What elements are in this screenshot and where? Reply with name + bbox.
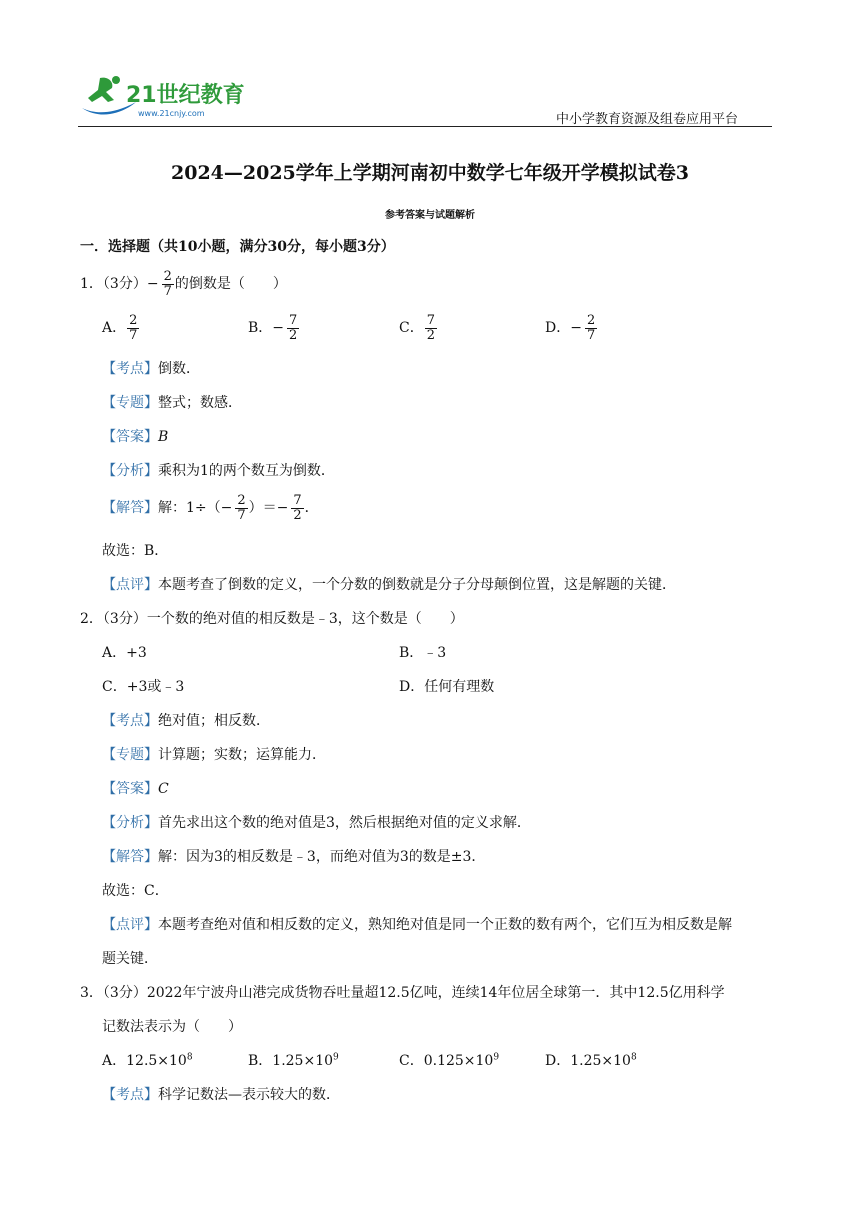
q2-option-d: D．任何有理数 xyxy=(399,679,495,695)
q2-option-c: C．+3或﹣3 xyxy=(102,679,185,695)
question-1-stem: 1．（3分）− $\frac{2}{7}$ 的倒数是（ ） xyxy=(80,269,287,299)
q3-option-c: C．$0.125\times 10^9$ xyxy=(399,1052,500,1069)
q1-option-b: B．− $\frac{7}{2}$ xyxy=(248,313,298,343)
logo-url: www.21cnjy.com xyxy=(138,109,205,118)
q1-zhuanti: 【专题】整式；数感． xyxy=(102,395,242,411)
q2-option-b: B．﹣3 xyxy=(399,645,447,661)
q1-option-c: C． $\frac{7}{2}$ xyxy=(399,313,435,343)
q2-choice: 故选：C． xyxy=(102,883,169,899)
q1-fraction: $\frac{2}{7}$ xyxy=(163,269,172,299)
q1-analysis: 【分析】乘积为1的两个数互为倒数． xyxy=(102,463,335,479)
q1-choice: 故选：B． xyxy=(102,543,169,559)
section-heading: 一．选择题（共10小题，满分30分，每小题3分） xyxy=(80,239,395,255)
q1-option-a: A． $\frac{2}{7}$ xyxy=(102,313,138,343)
q2-answer: 【答案】C xyxy=(102,781,169,797)
q1-comment: 【点评】本题考查了倒数的定义，一个分数的倒数就是分子分母颠倒位置，这是解题的关键． xyxy=(102,577,676,593)
q1-solution: 【解答】解：1÷（− $\frac{2}{7}$ ）＝− $\frac{7}{2}$ ． xyxy=(102,493,319,523)
q2-option-a: A．+3 xyxy=(102,645,147,661)
q1-number: 1．（3分） xyxy=(80,276,147,293)
q1-option-d: D．− $\frac{2}{7}$ xyxy=(545,313,596,343)
logo-text: 21世纪教育 xyxy=(126,83,245,108)
site-logo xyxy=(78,72,248,124)
q2-kaodian: 【考点】绝对值；相反数． xyxy=(102,713,270,729)
platform-label: 中小学教育资源及组卷应用平台 xyxy=(555,112,738,127)
question-3-stem-1: 3．（3分）2022年宁波舟山港完成货物吞吐量超12.5亿吨，连续14年位居全球第一．其中12.5亿用科学 xyxy=(80,985,725,1001)
page-subtitle: 参考答案与试题解析 xyxy=(385,210,475,221)
q2-solution: 【解答】解：因为3的相反数是﹣3，而绝对值为3的数是±3． xyxy=(102,849,486,865)
q3-option-d: D．$1.25\times 10^8$ xyxy=(545,1052,637,1069)
q3-kaodian: 【考点】科学记数法—表示较大的数． xyxy=(102,1087,340,1103)
q3-option-b: B．$1.25\times 10^9$ xyxy=(248,1052,339,1069)
q2-comment-cont: 题关键． xyxy=(102,951,158,967)
question-3-stem-2: 记数法表示为（ ） xyxy=(102,1019,242,1035)
q1-kaodian: 【考点】倒数． xyxy=(102,361,200,377)
page-title: 2024—2025学年上学期河南初中数学七年级开学模拟试卷3 xyxy=(171,162,689,184)
q2-zhuanti: 【专题】计算题；实数；运算能力． xyxy=(102,747,326,763)
q3-option-a: A．$12.5\times 10^8$ xyxy=(102,1052,193,1069)
q2-comment: 【点评】本题考查绝对值和相反数的定义，熟知绝对值是同一个正数的数有两个，它们互为相反数是解 xyxy=(102,917,732,933)
q2-analysis: 【分析】首先求出这个数的绝对值是3，然后根据绝对值的定义求解． xyxy=(102,815,531,831)
q1-answer: 【答案】B xyxy=(102,429,169,445)
header-divider xyxy=(78,126,772,127)
question-2-stem: 2．（3分）一个数的绝对值的相反数是﹣3，这个数是（ ） xyxy=(80,611,464,627)
